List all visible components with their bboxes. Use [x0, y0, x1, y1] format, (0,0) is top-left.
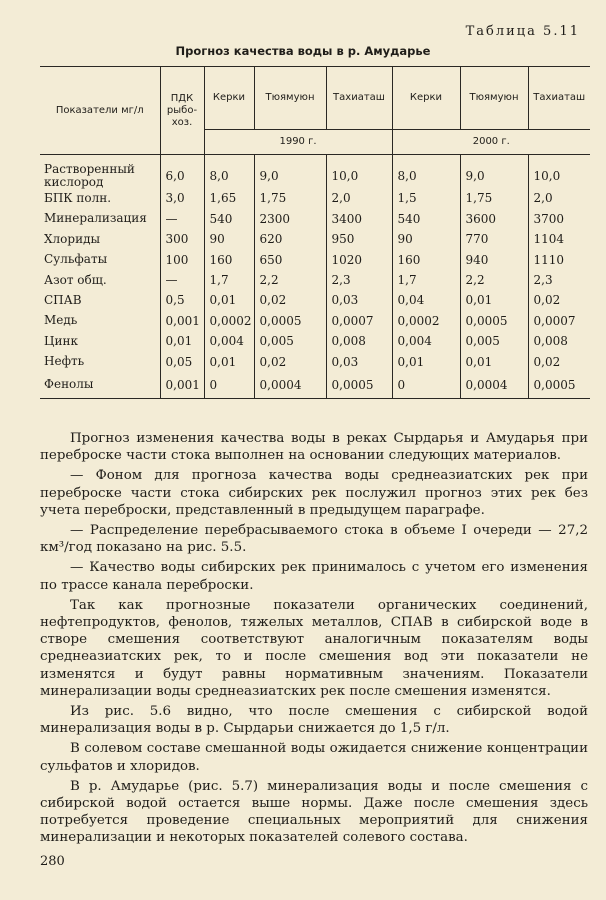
table-cell: 0,0004	[254, 372, 326, 399]
table-row	[40, 351, 590, 371]
table-cell: 0	[204, 372, 254, 399]
table-cell: 3600	[460, 209, 528, 229]
table-cell: 950	[326, 229, 392, 249]
table-cell: 90	[392, 229, 460, 249]
table-cell: 0,008	[326, 331, 392, 351]
table-cell: 1110	[528, 249, 590, 269]
indicator-name: Минерализация	[44, 211, 147, 226]
table-cell: 0,004	[204, 331, 254, 351]
table-cell: 10,0	[528, 155, 590, 189]
table-cell: 1020	[326, 249, 392, 269]
table-cell: 0,04	[392, 290, 460, 310]
indicator-name: Фенолы	[40, 372, 160, 399]
table-cell: 10,0	[326, 155, 392, 189]
table-row	[40, 311, 590, 331]
table-row	[40, 188, 590, 208]
table-cell: 770	[460, 229, 528, 249]
table-cell: 0,01	[160, 331, 204, 351]
table-cell: 1,7	[392, 270, 460, 290]
table-cell: 3400	[326, 209, 392, 229]
table-label: Таблица 5.11	[465, 24, 580, 39]
table-cell: 90	[204, 229, 254, 249]
table-cell: 1,5	[392, 188, 460, 208]
table-row	[40, 290, 590, 310]
table-cell: 540	[392, 209, 460, 229]
header-tyuyamuyun-2000: Тюямуюн	[460, 67, 528, 130]
table-cell: 2,2	[460, 270, 528, 290]
table-cell: 0,01	[392, 351, 460, 371]
table-row	[40, 229, 590, 249]
table-cell: 9,0	[460, 155, 528, 189]
paragraph: В р. Амударье (рис. 5.7) минерализация воды и после смешения с сибирской водой остается выше нормы. Даже после смешения здесь потребуется проведение специальных мероприятий для снижения минерализации и некоторых показателей солевого состава.	[40, 778, 588, 846]
indicator-name: Цинк	[44, 333, 78, 348]
table-cell: 2,2	[254, 270, 326, 290]
table-cell: 1,65	[204, 188, 254, 208]
paragraph: — Фоном для прогноза качества воды среднеазиатских рек при переброске части стока сибирских рек послужил прогноз этих рек без учета переброски, представленный в предыдущем параграфе.	[40, 468, 588, 518]
header-tyuyamuyun-1990: Тюямуюн	[254, 67, 326, 130]
table-cell: 0,001	[160, 372, 204, 399]
table-cell: 8,0	[392, 155, 460, 189]
table-row	[40, 249, 590, 269]
header-takhiatash-1990: Тахиаташ	[326, 67, 392, 130]
table-cell: 540	[204, 209, 254, 229]
paragraph: Так как прогнозные показатели органических соединений, нефтепродуктов, фенолов, тяжелых металлов, СПАВ в сибирской воде в створе смешения соответствуют аналогичным показателям воды среднеазиатских рек, то и после смешения вод эти показатели не изменятся и будут равны нормативным значениям. Показатели минерализации воды среднеазиатских рек после смешения изменятся.	[40, 597, 588, 699]
table-header-row	[40, 67, 590, 130]
year-2000: 2000 г.	[392, 130, 590, 155]
table-cell: 2,0	[528, 188, 590, 208]
table-cell: 0,001	[160, 311, 204, 331]
table-cell: 0,008	[528, 331, 590, 351]
table-cell: 0,5	[160, 290, 204, 310]
indicator-name: СПАВ	[44, 293, 82, 308]
table-cell: 940	[460, 249, 528, 269]
table-cell: 0,004	[392, 331, 460, 351]
table-cell: 2300	[254, 209, 326, 229]
table-cell: 0,005	[460, 331, 528, 351]
table-cell: 0,0002	[392, 311, 460, 331]
table-cell: 2,0	[326, 188, 392, 208]
table-cell: 300	[160, 229, 204, 249]
table-cell: 3700	[528, 209, 590, 229]
table-cell: 0,02	[254, 290, 326, 310]
table-cell: 620	[254, 229, 326, 249]
table-row	[40, 155, 590, 189]
header-indicator: Показатели мг/л	[40, 67, 160, 155]
table-cell: 0,02	[528, 290, 590, 310]
header-takhiatash-2000: Тахиаташ	[528, 67, 590, 130]
table-cell: 0,0005	[326, 372, 392, 399]
table-cell: 3,0	[160, 188, 204, 208]
table-cell: 0,0004	[460, 372, 528, 399]
table-cell: —	[160, 209, 204, 229]
indicator-name: Нефть	[44, 354, 85, 369]
table-cell: 0,0005	[460, 311, 528, 331]
table-cell: 9,0	[254, 155, 326, 189]
indicator-name: Медь	[44, 313, 78, 328]
table-cell: 1,7	[204, 270, 254, 290]
table-row	[40, 372, 590, 399]
table-cell: 0,02	[528, 351, 590, 371]
table-cell: 0,01	[460, 290, 528, 310]
table-cell: 0,0005	[254, 311, 326, 331]
table-row	[40, 209, 590, 229]
table-cell: 0,03	[326, 290, 392, 310]
table-cell: 0,0002	[204, 311, 254, 331]
header-kerki-2000: Керки	[392, 67, 460, 130]
table-cell: 100	[160, 249, 204, 269]
indicator-name: Азот общ.	[44, 272, 107, 287]
table-cell: 1,75	[460, 188, 528, 208]
table-cell: 160	[392, 249, 460, 269]
table-cell: 0,0007	[528, 311, 590, 331]
table-cell: 8,0	[204, 155, 254, 189]
table-cell: 0,03	[326, 351, 392, 371]
table-cell: 160	[204, 249, 254, 269]
table-cell: 0,01	[204, 290, 254, 310]
table-cell: 0,02	[254, 351, 326, 371]
indicator-name: БПК полн.	[44, 191, 112, 206]
table-cell: —	[160, 270, 204, 290]
table-cell: 1,75	[254, 188, 326, 208]
table-row	[40, 270, 590, 290]
indicator-name: Растворенный кислород	[44, 162, 135, 189]
table-cell: 0	[392, 372, 460, 399]
table-cell: 0,005	[254, 331, 326, 351]
indicator-name: Сульфаты	[44, 252, 108, 267]
page-number: 280	[40, 854, 65, 869]
table-cell: 1104	[528, 229, 590, 249]
table-cell: 0,01	[204, 351, 254, 371]
paragraph: — Качество воды сибирских рек принималось с учетом его изменения по трассе канала переброски.	[40, 560, 588, 593]
paragraph: — Распределение перебрасываемого стока в объеме I очереди — 27,2 км³/год показано на рис. 5.5.	[40, 523, 588, 556]
header-kerki-1990: Керки	[204, 67, 254, 130]
header-pdk: ПДК рыбо-хоз.	[160, 67, 204, 155]
year-1990: 1990 г.	[204, 130, 392, 155]
table-cell: 0,0007	[326, 311, 392, 331]
water-quality-table	[40, 66, 590, 399]
table-title: Прогноз качества воды в р. Амударье	[175, 44, 431, 58]
table-cell: 2,3	[528, 270, 590, 290]
paragraph: В солевом составе смешанной воды ожидается снижение концентрации сульфатов и хлоридов.	[40, 741, 588, 774]
indicator-name: Хлориды	[44, 231, 101, 246]
table-cell: 0,0005	[528, 372, 590, 399]
table-cell: 6,0	[160, 155, 204, 189]
paragraph: Из рис. 5.6 видно, что после смешения с сибирской водой минерализация воды в р. Сырдарьи снижается до 1,5 г/л.	[40, 704, 588, 737]
paragraph: Прогноз изменения качества воды в реках Сырдарья и Амударья при переброске части стока выполнен на основании следующих материалов.	[40, 431, 588, 464]
table-cell: 650	[254, 249, 326, 269]
table-cell: 0,01	[460, 351, 528, 371]
body-text	[40, 430, 588, 850]
table-cell: 2,3	[326, 270, 392, 290]
table-cell: 0,05	[160, 351, 204, 371]
table-row	[40, 331, 590, 351]
